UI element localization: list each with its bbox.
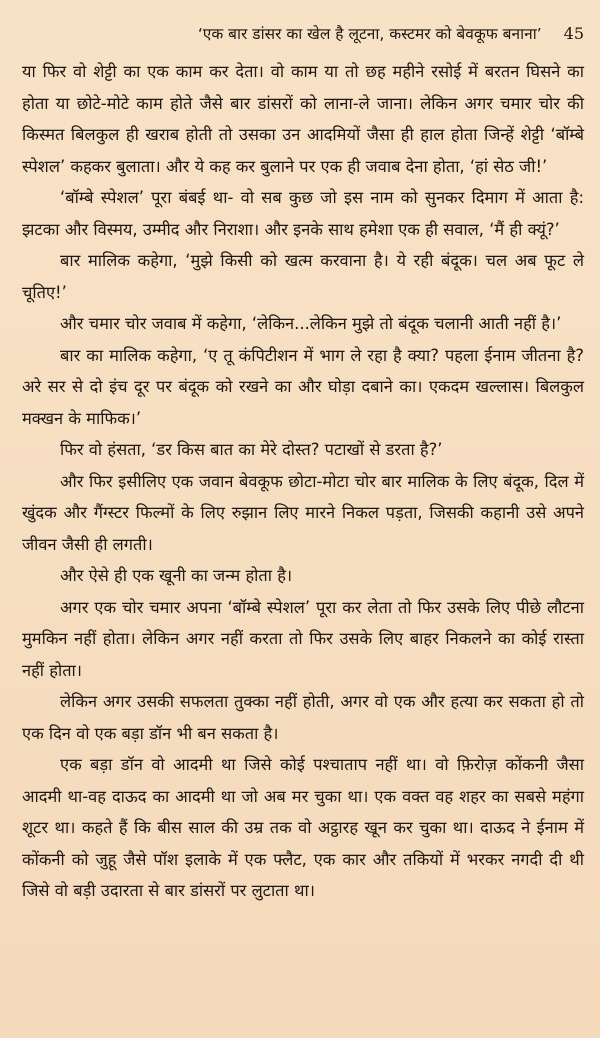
paragraph: ‘बॉम्बे स्पेशल’ पूरा बंबई था- वो सब कुछ जो इस नाम को सुनकर दिमाग में आता है: झटका और विस्मय, उम्मीद और निराशा। और इनके साथ हमेशा एक ही सवाल, ‘मैं ही क्यूं?’ (22, 188, 584, 239)
paragraph: और चमार चोर जवाब में कहेगा, ‘लेकिन...लेकिन मुझे तो बंदूक चलानी आती नहीं है।’ (60, 314, 562, 333)
page-number: 45 (563, 24, 584, 43)
paragraph: फिर वो हंसता, ‘डर किस बात का मेरे दोस्त? पटाखों से डरता है?’ (60, 440, 443, 459)
paragraph: या फिर वो शेट्टी का एक काम कर देता। वो काम या तो छह महीने रसोई में बरतन घिसने का होता या छोटे-मोटे काम होते जैसे बार डांसरों को लाना-ले जाना। लेकिन अगर चमार चोर की किस्मत बिलकुल ही खराब होती तो उसका उन आदमियों जैसा ही हाल होता जिन्हें शेट्टी ‘बॉम्बे स्पेशल’ कहकर बुलाता। और ये कह कर बुलाने पर एक ही जवाब देना होता, ‘हां सेठ जी!’ (22, 62, 584, 176)
paragraph: बार का मालिक कहेगा, ‘ए तू कंपिटीशन में भाग ले रहा है क्या? पहला ईनाम जीतना है? अरे सर से दो इंच दूर पर बंदूक को रखने का और घोड़ा दबाने का। एकदम खल्लास। बिलकुल मक्खन के माफिक।’ (22, 345, 584, 428)
running-header (22, 22, 584, 44)
paragraph: एक बड़ा डॉन वो आदमी था जिसे कोई पश्चाताप नहीं था। वो फ़िरोज़ कोंकनी जैसा आदमी था-वह दाऊद का आदमी था जो अब मर चुका था। एक वक्त वह शहर का सबसे महंगा शूटर था। कहते हैं कि बीस साल की उम्र तक वो अट्ठारह खून कर चुका था। दाऊद ने ईनाम में कोंकनी को जुहू जैसे पॉश इलाके में एक फ्लैट, एक कार और तकियों में भरकर नगदी दी थी जिसे वो बड़ी उदारता से बार डांसरों पर लुटाता था। (22, 755, 584, 900)
body-text (22, 56, 584, 907)
paragraph: और फिर इसीलिए एक जवान बेवकूफ छोटा-मोटा चोर बार मालिक के लिए बंदूक, दिल में खुंदक और गैंग्स्टर फिल्मों के लिए रुझान लिए मारने निकल पड़ता, जिसकी कहानी उसे अपने जीवन जैसी ही लगती। (22, 471, 584, 554)
paragraph: अगर एक चोर चमार अपना ‘बॉम्बे स्पेशल’ पूरा कर लेता तो फिर उसके लिए पीछे लौटना मुमकिन नहीं होता। लेकिन अगर नहीं करता तो फिर उसके लिए बाहर निकलने का कोई रास्ता नहीं होता। (22, 597, 584, 680)
paragraph: लेकिन अगर उसकी सफलता तुक्का नहीं होती, अगर वो एक और हत्या कर सकता हो तो एक दिन वो एक बड़ा डॉन भी बन सकता है। (22, 692, 584, 743)
paragraph: और ऐसे ही एक खूनी का जन्म होता है। (60, 566, 293, 585)
chapter-title: ‘एक बार डांसर का खेल है लूटना, कस्टमर को बेवकूफ बनाना’ (197, 25, 542, 43)
paragraph: बार मालिक कहेगा, ‘मुझे किसी को खत्म करवाना है। ये रही बंदूक। चल अब फूट ले चूतिए!’ (22, 251, 584, 302)
